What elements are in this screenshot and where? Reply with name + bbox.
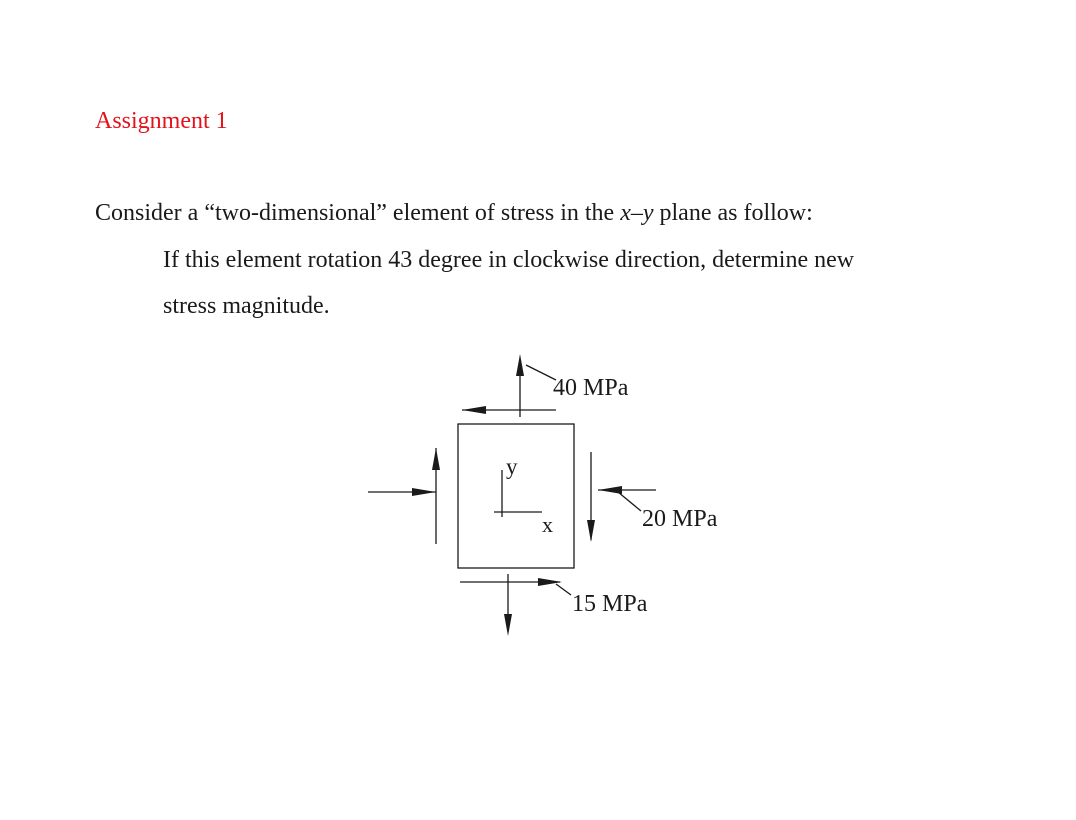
left-shear-arrowhead	[432, 448, 440, 470]
intro-text-start: Consider a “two-dimensional” element of stress in the	[95, 200, 621, 226]
y-axis-label: y	[506, 454, 518, 479]
bottom-stress-label: 15 MPa	[572, 591, 648, 617]
top-arrowhead	[516, 354, 524, 376]
x-axis-label: x	[542, 512, 553, 537]
right-label-leader	[618, 492, 641, 511]
intro-text-end: plane as follow:	[653, 200, 813, 226]
top-label-leader	[526, 365, 556, 380]
right-stress-label: 20 MPa	[642, 506, 718, 532]
left-arrowhead	[412, 488, 436, 496]
task-line-1: If this element rotation 43 degree in clockwise direction, determine new	[163, 247, 855, 273]
top-stress-label: 40 MPa	[553, 375, 629, 401]
bottom-arrowhead	[504, 614, 512, 636]
stress-element-square	[458, 424, 574, 568]
task-line-2: stress magnitude.	[163, 293, 330, 319]
plane-variable: x–y	[620, 200, 654, 226]
bottom-label-leader	[556, 584, 571, 595]
top-shear-arrowhead	[462, 406, 486, 414]
right-arrowhead	[598, 486, 622, 494]
assignment-title: Assignment 1	[95, 108, 228, 134]
right-shear-arrowhead	[587, 520, 595, 542]
bottom-shear-arrowhead	[538, 578, 562, 586]
